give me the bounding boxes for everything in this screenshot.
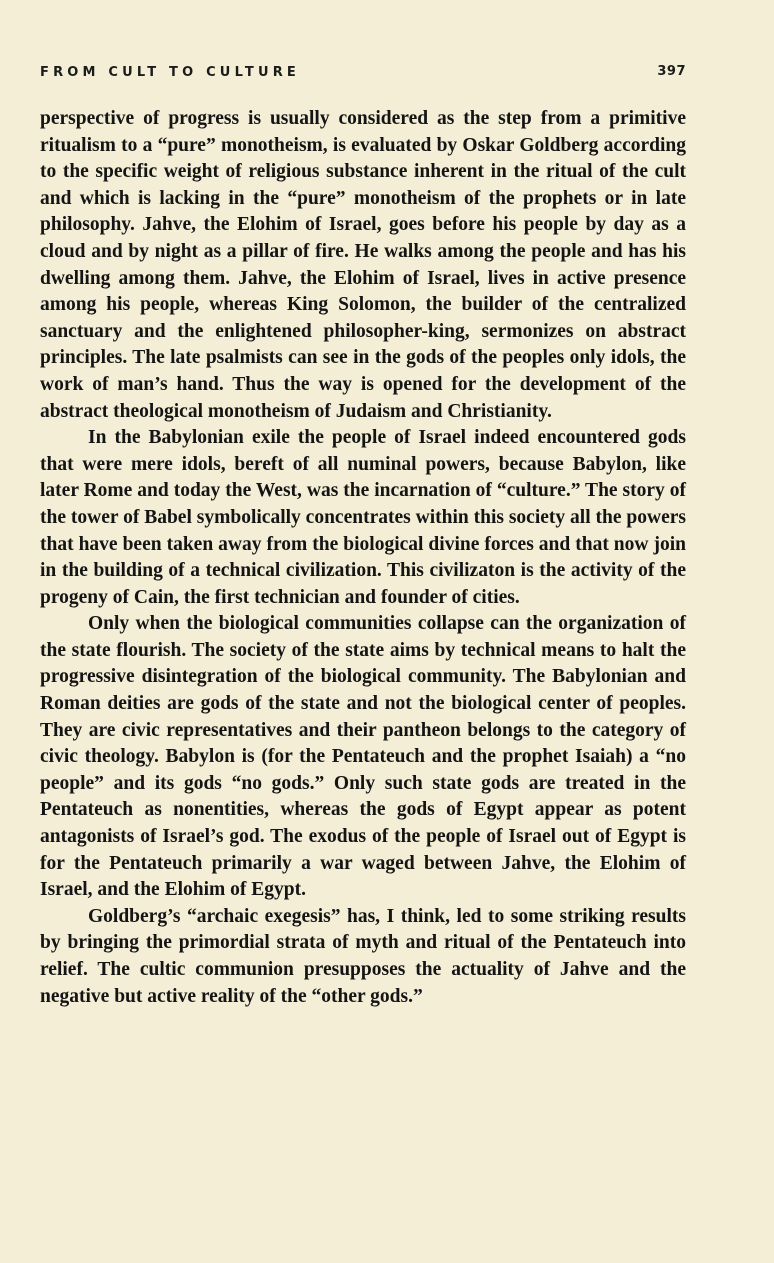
paragraph: Only when the biological communities collapse can the organization of the state flourish. The society of the state aims by technical means to halt the progressive disintegration of the biological community. The Babylonian and Roman deities are gods of the state and not the biological center of peoples. They are civic representatives and their pantheon belongs to the category of civic theology. Babylon is (for the Pentateuch and the prophet Isaiah) a “no people” and its gods “no gods.” Only such state gods are treated in the Pentateuch as nonentities, whereas the gods of Egypt appear as potent antagonists of Israel’s god. The exodus of the people of Israel out of Egypt is for the Pentateuch primarily a war waged between Jahve, the Elohim of Israel, and the Elohim of Egypt. <box>40 613 686 901</box>
running-title: FROM CULT TO CULTURE <box>40 65 301 80</box>
paragraph-continued: perspective of progress is usually considered as the step from a primitive ritualism to a “pure” monotheism, is evaluated by Oskar Goldberg according to the specific weight of religious substance inherent in the ritual of the cult and which is lacking in the “pure” monotheism of the prophets or in late philosophy. Jahve, the Elohim of Israel, goes before his people by day as a cloud and by night as a pillar of fire. He walks among the people and has his dwelling among them. Jahve, the Elohim of Israel, lives in active presence among his people, whereas King Solomon, the builder of the centralized sanctuary and the enlightened philosopher-king, sermonizes on abstract principles. The late psalmists can see in the gods of the peoples only idols, the work of man’s hand. Thus the way is opened for the development of the abstract theological monotheism of Judaism and Christianity. <box>40 108 686 422</box>
body-text <box>40 106 686 1010</box>
paragraph: Goldberg’s “archaic exegesis” has, I think, led to some striking results by bringing the primordial strata of myth and ritual of the Pentateuch into relief. The cultic communion presupposes the actuality of Jahve and the negative but active reality of the “other gods.” <box>40 905 686 1007</box>
running-head <box>40 62 686 84</box>
page-number: 397 <box>657 64 686 79</box>
paragraph: In the Babylonian exile the people of Israel indeed encountered gods that were mere idols, bereft of all numinal powers, because Babylon, like later Rome and today the West, was the incarnation of “culture.” The story of the tower of Babel symbolically concentrates within this society all the powers that have been taken away from the biological divine forces and that now join in the building of a technical civilization. This civilizaton is the activity of the progeny of Cain, the first technician and founder of cities. <box>40 427 686 608</box>
